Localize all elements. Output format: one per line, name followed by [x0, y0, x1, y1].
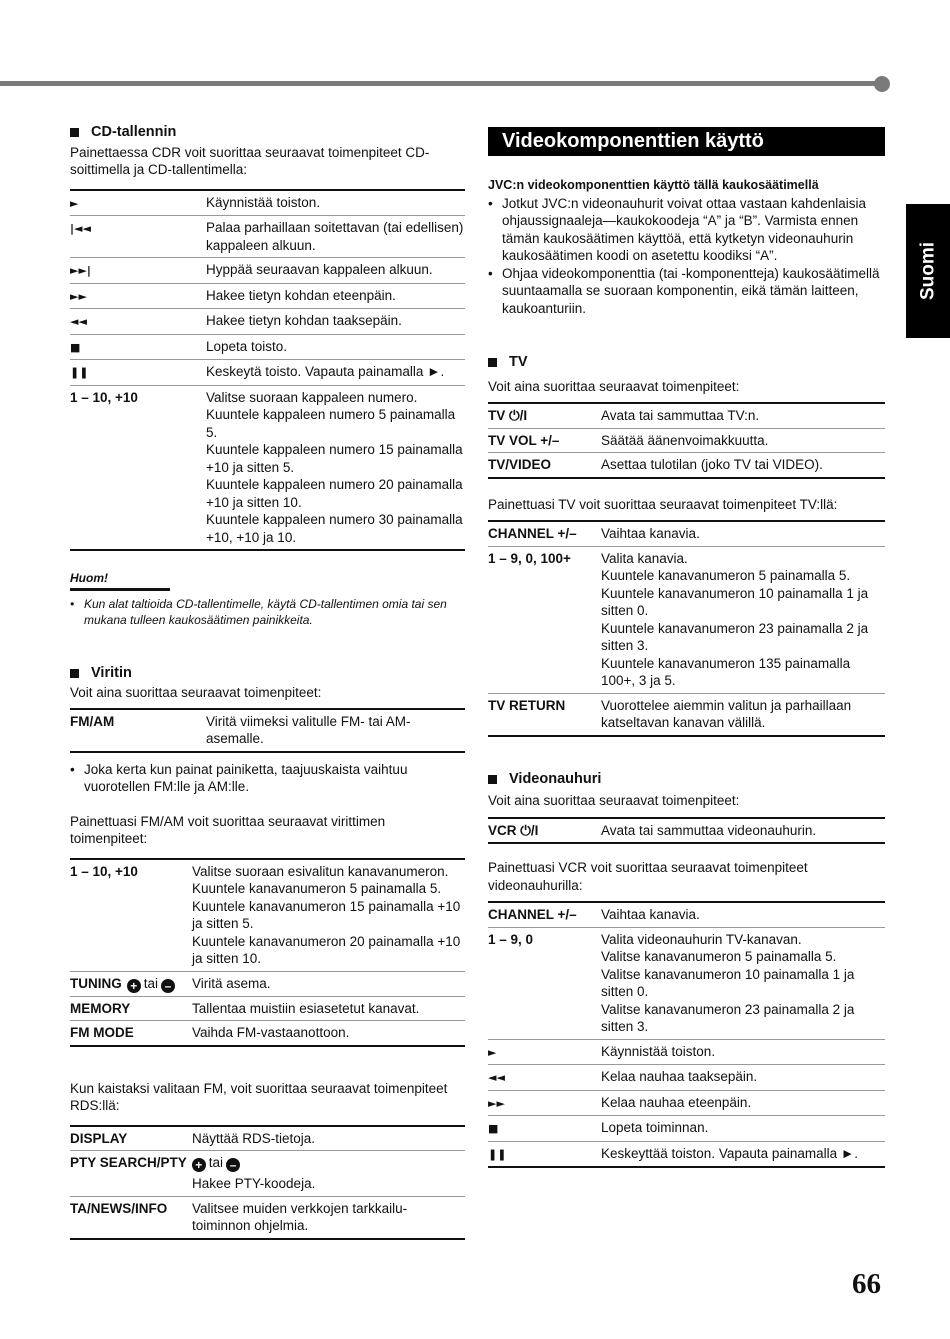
row-description: Palaa parhaillaan soitettavan (tai edellisen) kappaleen alkuun.	[206, 216, 465, 258]
row-description: Valitse suoraan kappaleen numero. Kuuntele kappaleen numero 5 painamalla 5. Kuuntele kappaleen numero 15 painamalla +10 ja sitten 5. Kuuntele kappaleen numero 20 painamalla +10 ja sitten 10. Kuuntele kappaleen numero 30 painamalla +10, +10 ja 10.	[206, 385, 465, 550]
row-description: Valita kanavia. Kuuntele kanavanumeron 5 painamalla 5. Kuuntele kanavanumeron 10 painamalla 1 ja sitten 0. Kuuntele kanavanumeron 23 painamalla 2 ja sitten 3. Kuuntele kanavanumeron 135 painamalla 100+, 3 ja 5.	[601, 546, 885, 693]
row-key	[70, 309, 206, 335]
table-row	[70, 216, 465, 258]
row-description: Hakee PTY-koodeja.	[192, 1176, 316, 1191]
table-row	[488, 546, 885, 693]
square-bullet-icon	[488, 358, 497, 367]
row-key-text: ◄◄	[488, 1071, 505, 1084]
table-row	[70, 971, 465, 996]
row-key-text: ■	[488, 1122, 499, 1135]
row-description: Lopeta toisto.	[206, 334, 465, 360]
row-key-text: CHANNEL +/–	[488, 526, 577, 541]
table-row	[70, 1151, 465, 1176]
table-row	[488, 1090, 885, 1116]
row-description: Valitse suoraan esivalitun kanavanumeron. Kuuntele kanavanumeron 5 painamalla 5. Kuuntele kanavanumeron 15 painamalla +10 ja sitten 5. Kuuntele kanavanumeron 20 painamalla +10 ja sitten 10.	[192, 863, 461, 966]
row-key	[70, 1151, 465, 1176]
row-description: Vaihda FM-vastaanottoon.	[192, 1021, 465, 1046]
table-row	[488, 693, 885, 736]
table-row	[488, 927, 885, 1039]
tuner-table-1	[70, 708, 465, 753]
row-description: Kelaa nauhaa eteenpäin.	[601, 1090, 885, 1116]
row-description: Vuorottelee aiemmin valitun ja parhaillaan katseltavan kanavan välillä.	[601, 693, 885, 736]
table-row	[488, 902, 885, 927]
row-description: Viritä asema.	[192, 971, 465, 996]
row-description: Asettaa tulotilan (joko TV tai VIDEO).	[601, 453, 885, 478]
video-bullet-item	[488, 265, 885, 318]
row-description: Säätää äänenvoimakkuutta.	[601, 428, 885, 453]
tuner-intro: Voit aina suorittaa seuraavat toimenpiteet:	[70, 685, 322, 700]
row-key-text: ❚❚	[488, 1147, 507, 1161]
note-heading: Huom!	[70, 570, 170, 591]
row-description: Viritä viimeksi valitulle FM- tai AM-asemalle.	[206, 713, 411, 746]
row-key	[70, 971, 192, 996]
row-key	[488, 1116, 601, 1142]
square-bullet-icon	[70, 128, 79, 137]
row-description: Lopeta toiminnan.	[601, 1116, 885, 1142]
table-row	[70, 1196, 465, 1239]
row-key	[488, 403, 601, 428]
row-key	[70, 1021, 192, 1046]
row-key	[70, 360, 206, 386]
row-description: Hakee tietyn kohdan eteenpäin.	[206, 283, 465, 309]
row-key	[70, 190, 206, 216]
row-key-suffix: tai	[143, 975, 159, 991]
row-key	[70, 1196, 192, 1239]
table-row	[70, 996, 465, 1021]
row-key-text: ►►	[70, 289, 87, 303]
tv-intro2: Painettuasi TV voit suorittaa seuraavat toimenpiteet TV:llä:	[488, 496, 838, 512]
row-key	[488, 818, 601, 844]
minus-circle-icon: –	[161, 979, 175, 993]
row-key-text: |◄◄	[70, 222, 91, 235]
row-key-text: ►►	[488, 1096, 505, 1110]
row-key	[70, 258, 206, 284]
video-bullet-item	[488, 195, 885, 265]
row-description: Valita videonauhurin TV-kanavan. Valitse kanavanumeron 5 painamalla 5. Valitse kanavanumeron 10 painamalla 1 ja sitten 0. Valitse kanavanumeron 23 painamalla 2 ja sitten 3.	[601, 927, 885, 1039]
bullet-dot-icon: •	[488, 195, 493, 211]
row-key-text: ►	[70, 196, 79, 210]
row-key-text: MEMORY	[70, 1000, 131, 1016]
row-key-text: 1 – 9, 0, 100+	[488, 550, 571, 566]
row-description: Hyppää seuraavan kappaleen alkuun.	[206, 258, 465, 284]
row-key	[488, 1065, 601, 1091]
cd-table	[70, 189, 465, 552]
table-row	[488, 428, 885, 453]
row-key-suffix: tai	[208, 1155, 224, 1170]
row-key-text: PTY SEARCH/PTY	[70, 1155, 187, 1170]
table-row	[70, 283, 465, 309]
row-key	[488, 902, 601, 927]
table-row	[488, 1039, 885, 1065]
square-bullet-icon	[70, 669, 79, 678]
note-block	[70, 569, 465, 628]
vcr-intro2: Painettuasi VCR voit suorittaa seuraavat toimenpiteet videonauhurilla:	[488, 860, 808, 893]
row-key-text: ◄◄	[70, 315, 87, 328]
table-row	[488, 403, 885, 428]
square-bullet-icon	[488, 775, 497, 784]
tv-table-2	[488, 520, 885, 737]
row-key	[70, 709, 206, 752]
row-key-text: ►►|	[70, 264, 91, 277]
video-bullet-text: Jotkut JVC:n videonauhurit voivat ottaa vastaan kahdenlaisia ohjaussignaaleja—kaukokoodeja “A” ja “B”. Varmista ennen tämän kaukosäätimen käyttöä, että kytketyn videonauhurin kaukosäätimen koodi on asetettu koodiksi “A”.	[502, 195, 866, 263]
table-row	[70, 385, 465, 550]
cd-heading: CD-tallennin	[70, 124, 465, 142]
vcr-table-1	[488, 817, 885, 845]
row-key-text: 1 – 9, 0	[488, 931, 534, 947]
tv-heading: TV	[488, 354, 885, 372]
page-number: 66	[852, 1268, 881, 1300]
table-row	[70, 1021, 465, 1046]
tuner-table-2	[70, 858, 465, 1047]
table-row	[70, 709, 465, 752]
vcr-heading: Videonauhuri	[488, 771, 885, 789]
cd-intro: Painettaessa CDR voit suorittaa seuraavat toimenpiteet CD-soittimella ja CD-tallentimella:	[70, 144, 430, 177]
row-key-text: TV/VIDEO	[488, 457, 552, 472]
row-description: Käynnistää toiston.	[601, 1039, 885, 1065]
table-row	[70, 859, 465, 972]
tuner-heading: Viritin	[70, 665, 465, 683]
row-key	[70, 1126, 192, 1151]
row-key	[70, 283, 206, 309]
table-row	[488, 521, 885, 546]
top-rule	[0, 81, 878, 86]
tuner-intro3: Kun kaistaksi valitaan FM, voit suorittaa seuraavat toimenpiteet RDS:llä:	[70, 1080, 448, 1113]
row-key-text: ■	[70, 340, 81, 354]
row-key-text: TV VOL +/–	[488, 432, 560, 448]
row-key	[70, 859, 192, 972]
bullet-dot-icon: •	[488, 265, 493, 281]
tv-intro: Voit aina suorittaa seuraavat toimenpiteet:	[488, 378, 740, 394]
tuner-intro2: Painettuasi FM/AM voit suorittaa seuraavat virittimen toimenpiteet:	[70, 813, 386, 846]
plus-circle-icon: +	[192, 1158, 206, 1172]
video-bullet-text: Ohjaa videokomponenttia (tai -komponentteja) kaukosäätimellä suuntaamalla se suoraan komponentin, eikä tämän laitteen, kaukoanturiin.	[502, 265, 880, 316]
rds-table	[70, 1125, 465, 1240]
row-key-text: FM/AM	[70, 713, 115, 729]
row-key	[70, 334, 206, 360]
table-row	[488, 1065, 885, 1091]
row-key	[488, 693, 601, 736]
table-row	[488, 818, 885, 844]
row-description: Käynnistää toiston.	[206, 194, 321, 210]
right-column	[488, 127, 885, 1168]
left-column	[70, 124, 465, 1240]
row-key-text: CHANNEL +/–	[488, 907, 577, 922]
row-key-text: ❚❚	[70, 366, 89, 379]
row-key-text: FM MODE	[70, 1025, 134, 1040]
row-key-text: VCR ⏻/I	[488, 822, 539, 838]
row-description: Hakee tietyn kohdan taaksepäin.	[206, 309, 465, 335]
table-row	[488, 1141, 885, 1167]
row-key	[488, 453, 601, 478]
top-rule-dot	[874, 76, 890, 92]
table-row	[70, 1126, 465, 1151]
row-key	[488, 521, 601, 546]
note-item: • Kun alat taltioida CD-tallentimelle, käytä CD-tallentimen omia tai sen mukana tulleen kaukosäätimen painikkeita.	[70, 596, 447, 627]
row-key-text: 1 – 10, +10	[70, 389, 138, 405]
row-description: Kelaa nauhaa taaksepäin.	[601, 1065, 885, 1091]
vcr-table-2	[488, 901, 885, 1168]
row-key-text: TV RETURN	[488, 697, 566, 713]
plus-circle-icon: +	[127, 979, 141, 993]
row-key-text: TA/NEWS/INFO	[70, 1200, 168, 1216]
row-description: Näyttää RDS-tietoja.	[192, 1130, 316, 1146]
table-row	[70, 309, 465, 335]
row-key	[488, 428, 601, 453]
table-row-continuation	[70, 1175, 465, 1196]
row-key-text: ►	[488, 1045, 497, 1059]
table-row	[70, 360, 465, 386]
video-bullets	[488, 195, 885, 318]
row-key	[70, 385, 206, 550]
row-description: Vaihtaa kanavia.	[601, 907, 700, 922]
row-key	[488, 927, 601, 1039]
language-tab-label: Suomi	[917, 241, 939, 301]
table-row	[488, 1116, 885, 1142]
row-key-text: TUNING	[70, 975, 122, 991]
row-key-text: 1 – 10, +10	[70, 863, 138, 879]
language-tab	[906, 204, 950, 338]
row-key	[70, 996, 192, 1021]
row-key	[488, 1141, 601, 1167]
row-description: Avata tai sammuttaa TV:n.	[601, 408, 760, 423]
table-row	[70, 334, 465, 360]
row-key	[488, 1090, 601, 1116]
table-row	[488, 453, 885, 478]
row-key	[488, 1039, 601, 1065]
row-key	[488, 546, 601, 693]
row-description: Keskeyttää toiston. Vapauta painamalla ►.	[601, 1141, 885, 1167]
row-description: Tallentaa muistiin esiasetetut kanavat.	[192, 996, 465, 1021]
minus-circle-icon: –	[226, 1158, 240, 1172]
row-description: Valitsee muiden verkkojen tarkkailu-toiminnon ohjelmia.	[192, 1196, 465, 1239]
tv-table-1	[488, 402, 885, 479]
table-row	[70, 190, 465, 216]
vcr-intro: Voit aina suorittaa seuraavat toimenpiteet:	[488, 793, 740, 808]
video-subheading: JVC:n videokomponenttien käyttö tällä kaukosäätimellä	[488, 178, 819, 192]
tuner-bullet: • Joka kerta kun painat painiketta, taajuuskaista vaihtuu vuorotellen FM:lle ja AM:lle.	[70, 761, 408, 794]
table-row	[70, 258, 465, 284]
row-key-text: DISPLAY	[70, 1130, 128, 1146]
row-description: Avata tai sammuttaa videonauhurin.	[601, 822, 817, 838]
row-key	[70, 216, 206, 258]
row-description: Keskeytä toisto. Vapauta painamalla ►.	[206, 360, 465, 386]
video-title: Videokomponenttien käyttö	[488, 127, 885, 156]
row-description: Vaihtaa kanavia.	[601, 526, 700, 541]
row-key-text: TV ⏻/I	[488, 408, 528, 423]
